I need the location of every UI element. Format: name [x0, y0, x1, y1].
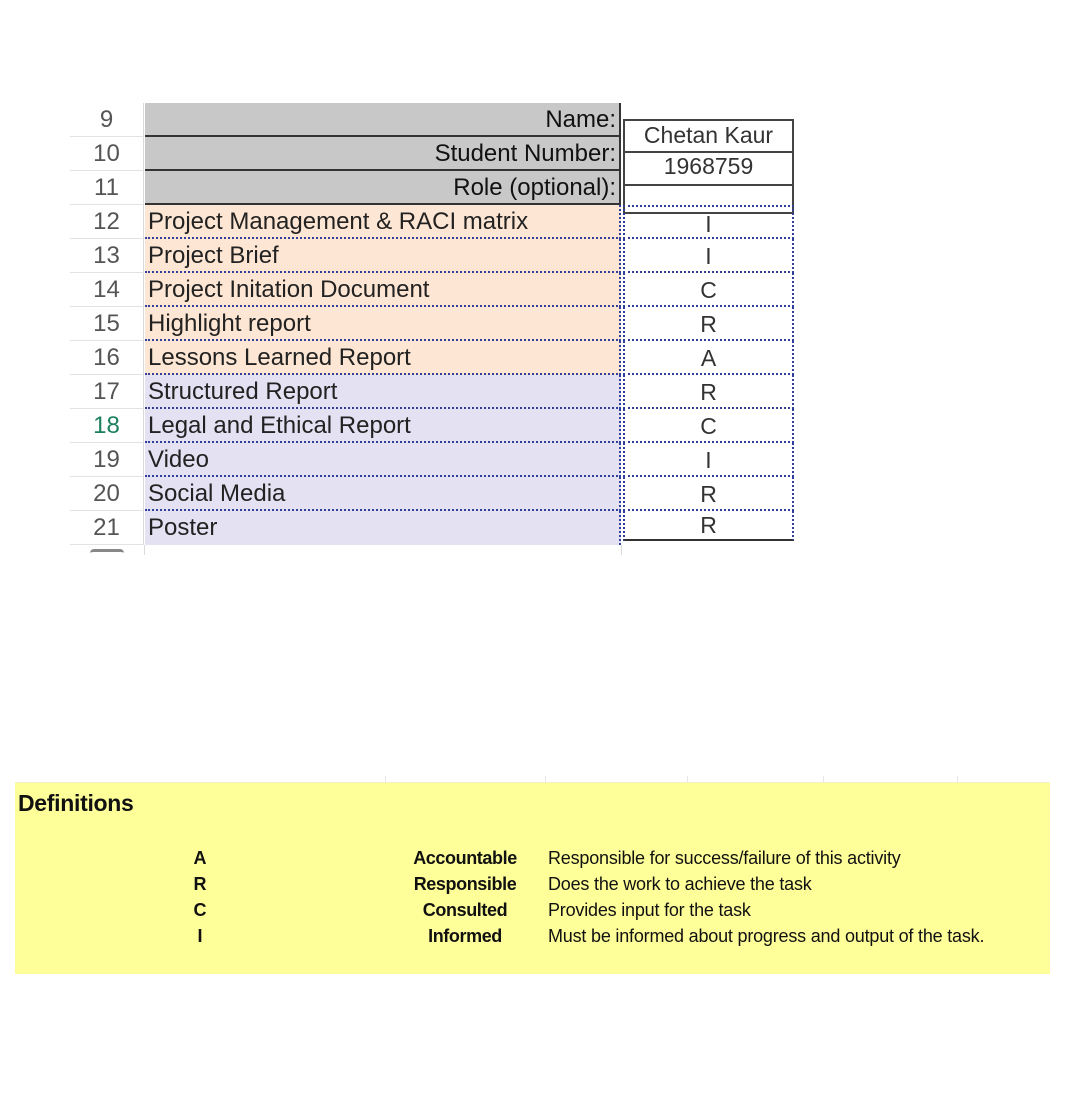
student-number-label-cell[interactable]: Student Number: [145, 137, 621, 171]
task-cell[interactable]: Project Management & RACI matrix [145, 205, 621, 239]
raci-cell[interactable]: R [623, 307, 794, 341]
sheet-row-name [70, 103, 810, 148]
sheet-row-role [70, 171, 810, 205]
row-number[interactable]: 10 [70, 137, 144, 171]
row-number[interactable]: 16 [70, 341, 144, 375]
task-cell[interactable]: Legal and Ethical Report [145, 409, 621, 443]
task-row [70, 341, 810, 375]
task-row [70, 205, 810, 239]
row-number[interactable]: 15 [70, 307, 144, 341]
definition-term: Consulted [422, 900, 508, 920]
definition-term: Informed [428, 926, 502, 946]
raci-sheet [70, 103, 810, 555]
raci-cell[interactable]: R [623, 375, 794, 409]
row-number[interactable]: 13 [70, 239, 144, 273]
task-row [70, 511, 810, 545]
gridline [385, 776, 386, 782]
task-cell[interactable]: Structured Report [145, 375, 621, 409]
divider [15, 782, 1050, 783]
row-number[interactable]: 9 [70, 103, 144, 137]
definition-description: Responsible for success/failure of this activity [548, 848, 901, 868]
task-cell[interactable]: Project Brief [145, 239, 621, 273]
task-row [70, 477, 810, 511]
definitions-title: Definitions [18, 790, 134, 816]
raci-cell[interactable]: I [623, 239, 794, 273]
definitions-panel [15, 782, 1050, 974]
definition-term: Accountable [413, 848, 517, 868]
row-number-active[interactable]: 18 [70, 409, 144, 443]
task-row [70, 375, 810, 409]
row-number[interactable]: 21 [70, 511, 144, 545]
definition-term: Responsible [413, 874, 517, 894]
task-cell[interactable]: Poster [145, 511, 621, 545]
definition-row [15, 871, 1050, 897]
raci-cell[interactable]: I [623, 443, 794, 477]
definition-description: Does the work to achieve the task [548, 874, 812, 894]
row-number[interactable]: 12 [70, 205, 144, 239]
gridline [144, 545, 145, 555]
definition-row [15, 923, 1050, 949]
raci-cell[interactable]: C [623, 409, 794, 443]
row-number[interactable]: 20 [70, 477, 144, 511]
cut-off-row [70, 545, 810, 555]
gridline [823, 776, 824, 782]
task-cell[interactable]: Social Media [145, 477, 621, 511]
task-row [70, 273, 810, 307]
task-cell[interactable]: Lessons Learned Report [145, 341, 621, 375]
task-cell[interactable]: Project Initation Document [145, 273, 621, 307]
student-number-value-cell[interactable]: 1968759 [623, 153, 794, 186]
gridline [957, 776, 958, 782]
role-label-cell[interactable]: Role (optional): [145, 171, 621, 205]
row-number[interactable]: 11 [70, 171, 144, 205]
task-row [70, 307, 810, 341]
raci-cell[interactable]: R [623, 477, 794, 511]
name-label-cell[interactable]: Name: [145, 103, 621, 137]
definition-row [15, 845, 1050, 871]
definition-letter: R [193, 874, 207, 894]
task-cell[interactable]: Highlight report [145, 307, 621, 341]
row-number[interactable]: 19 [70, 443, 144, 477]
row-number[interactable]: 17 [70, 375, 144, 409]
name-value-cell[interactable]: Chetan Kaur [623, 119, 794, 153]
definition-letter: C [193, 900, 207, 920]
raci-cell[interactable]: R [623, 511, 794, 541]
definition-description: Must be informed about progress and output of the task. [548, 926, 985, 946]
gridline [545, 776, 546, 782]
gridline [621, 545, 622, 555]
definition-description: Provides input for the task [548, 900, 751, 920]
definition-letter: I [197, 926, 203, 946]
row-number-stub [90, 549, 124, 555]
row-number[interactable]: 14 [70, 273, 144, 307]
raci-cell[interactable]: C [623, 273, 794, 307]
raci-cell[interactable]: I [623, 205, 794, 239]
definition-letter: A [193, 848, 207, 868]
task-row [70, 409, 810, 443]
definition-row [15, 897, 1050, 923]
task-row [70, 239, 810, 273]
sheet-row-student-number [70, 137, 810, 179]
gridline [687, 776, 688, 782]
task-cell[interactable]: Video [145, 443, 621, 477]
task-row [70, 443, 810, 477]
raci-cell[interactable]: A [623, 341, 794, 375]
